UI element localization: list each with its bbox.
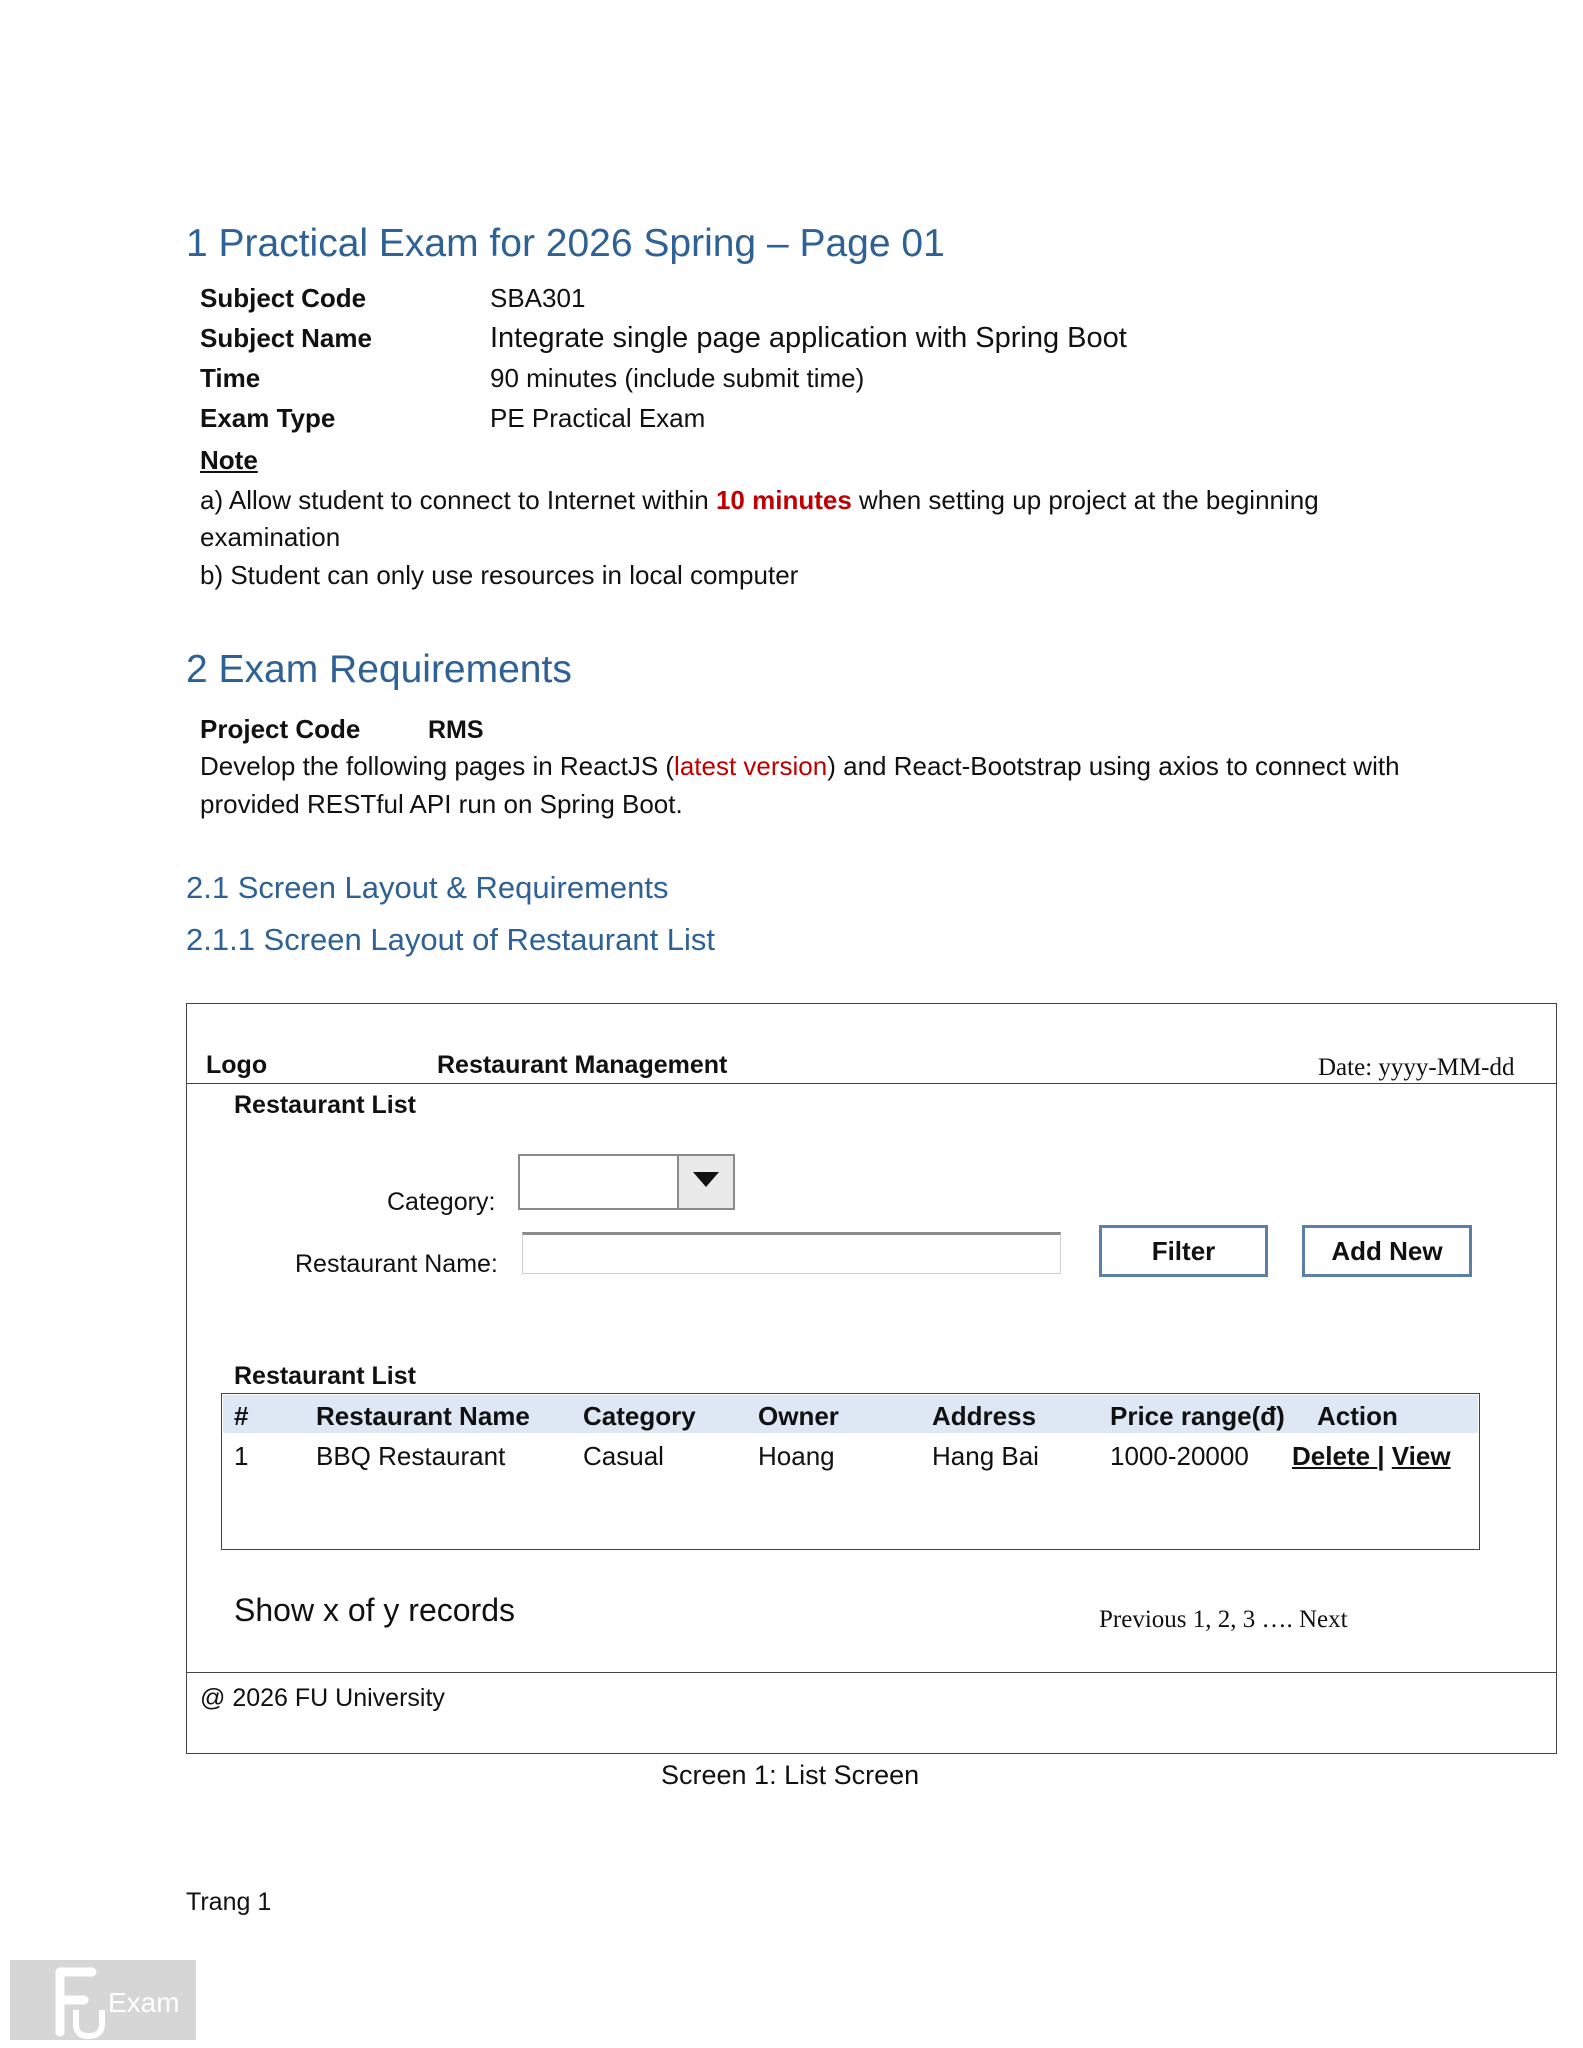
category-label: Category:	[387, 1188, 496, 1216]
project-code-label: Project Code	[200, 714, 361, 744]
row-category: Casual	[583, 1441, 664, 1471]
subject-code-label: Subject Code	[200, 283, 367, 313]
row-price-range: 1000-20000	[1110, 1441, 1249, 1471]
exam-type-value: PE Practical Exam	[490, 403, 706, 433]
page-number: Trang 1	[186, 1888, 272, 1916]
note-b: b) Student can only use resources in local computer	[200, 560, 799, 590]
section-heading-2-1: 2.1 Screen Layout & Requirements	[186, 870, 669, 905]
section-heading-2-1-1: 2.1.1 Screen Layout of Restaurant List	[186, 922, 716, 957]
column-header-address: Address	[932, 1401, 1037, 1431]
time-label: Time	[200, 363, 261, 393]
project-description	[200, 751, 1400, 782]
mockup-footer: @ 2026 FU University	[200, 1684, 445, 1712]
project-code-value: RMS	[428, 716, 484, 744]
fu-exam-watermark	[10, 1960, 196, 2040]
column-header-category: Category	[583, 1401, 696, 1431]
restaurant-name-label: Restaurant Name:	[295, 1250, 498, 1278]
delete-link[interactable]: Delete	[1292, 1441, 1378, 1471]
column-header-action: Action	[1317, 1401, 1398, 1431]
project-description-line2: provided RESTful API run on Spring Boot.	[200, 789, 683, 819]
row-owner: Hoang	[758, 1441, 835, 1471]
column-header-owner: Owner	[758, 1401, 839, 1431]
exam-type-label: Exam Type	[200, 403, 336, 433]
note-a	[200, 485, 1319, 516]
note-a-text: a) Allow student to connect to Internet within	[200, 485, 716, 515]
fu-exam-logo-icon	[10, 1960, 196, 2040]
project-desc-text: Develop the following pages in ReactJS (	[200, 751, 675, 781]
footer-divider	[187, 1672, 1556, 1673]
subject-name-value: Integrate single page application with Spring Boot	[490, 322, 1127, 354]
note-label: Note	[200, 445, 258, 475]
time-value: 90 minutes (include submit time)	[490, 363, 865, 393]
list-title: Restaurant List	[234, 1362, 416, 1390]
add-new-button[interactable]: Add New	[1302, 1225, 1472, 1277]
date-display: Date: yyyy-MM-dd	[1318, 1054, 1515, 1081]
header-divider	[187, 1083, 1556, 1084]
project-desc-text-end: ) and React-Bootstrap using axios to connect with	[827, 751, 1400, 781]
filter-button[interactable]: Filter	[1099, 1225, 1268, 1277]
note-a-line2: examination	[200, 522, 341, 552]
column-header-number: #	[234, 1401, 249, 1431]
dropdown-button[interactable]	[677, 1156, 733, 1208]
column-header-price-range: Price range(đ)	[1110, 1401, 1285, 1431]
chevron-down-icon	[693, 1172, 719, 1188]
logo: Logo	[206, 1051, 268, 1079]
row-restaurant-name: BBQ Restaurant	[316, 1441, 506, 1471]
row-address: Hang Bai	[932, 1441, 1039, 1471]
row-number: 1	[234, 1441, 249, 1471]
note-a-highlight: 10 minutes	[715, 485, 852, 515]
subject-name-label: Subject Name	[200, 323, 372, 353]
column-header-restaurant-name: Restaurant Name	[316, 1401, 530, 1431]
figure-caption: Screen 1: List Screen	[661, 1760, 920, 1790]
section-heading-2: 2 Exam Requirements	[186, 648, 572, 691]
section-heading-1: 1 Practical Exam for 2026 Spring – Page 01	[186, 222, 945, 265]
view-link[interactable]: View	[1391, 1441, 1451, 1471]
subject-code-value: SBA301	[490, 283, 586, 313]
row-actions	[1292, 1441, 1451, 1472]
note-a-text-end: when setting up project at the beginning	[851, 485, 1319, 515]
category-select[interactable]	[518, 1154, 735, 1210]
pagination[interactable]: Previous 1, 2, 3 …. Next	[1099, 1606, 1348, 1633]
restaurant-name-input[interactable]	[522, 1232, 1061, 1274]
svg-text:Exam: Exam	[108, 1987, 180, 2018]
app-title: Restaurant Management	[437, 1051, 728, 1079]
records-summary: Show x of y records	[234, 1592, 515, 1628]
page-title: Restaurant List	[234, 1091, 416, 1119]
project-desc-highlight: latest version	[674, 751, 828, 781]
action-separator: |	[1377, 1441, 1385, 1471]
